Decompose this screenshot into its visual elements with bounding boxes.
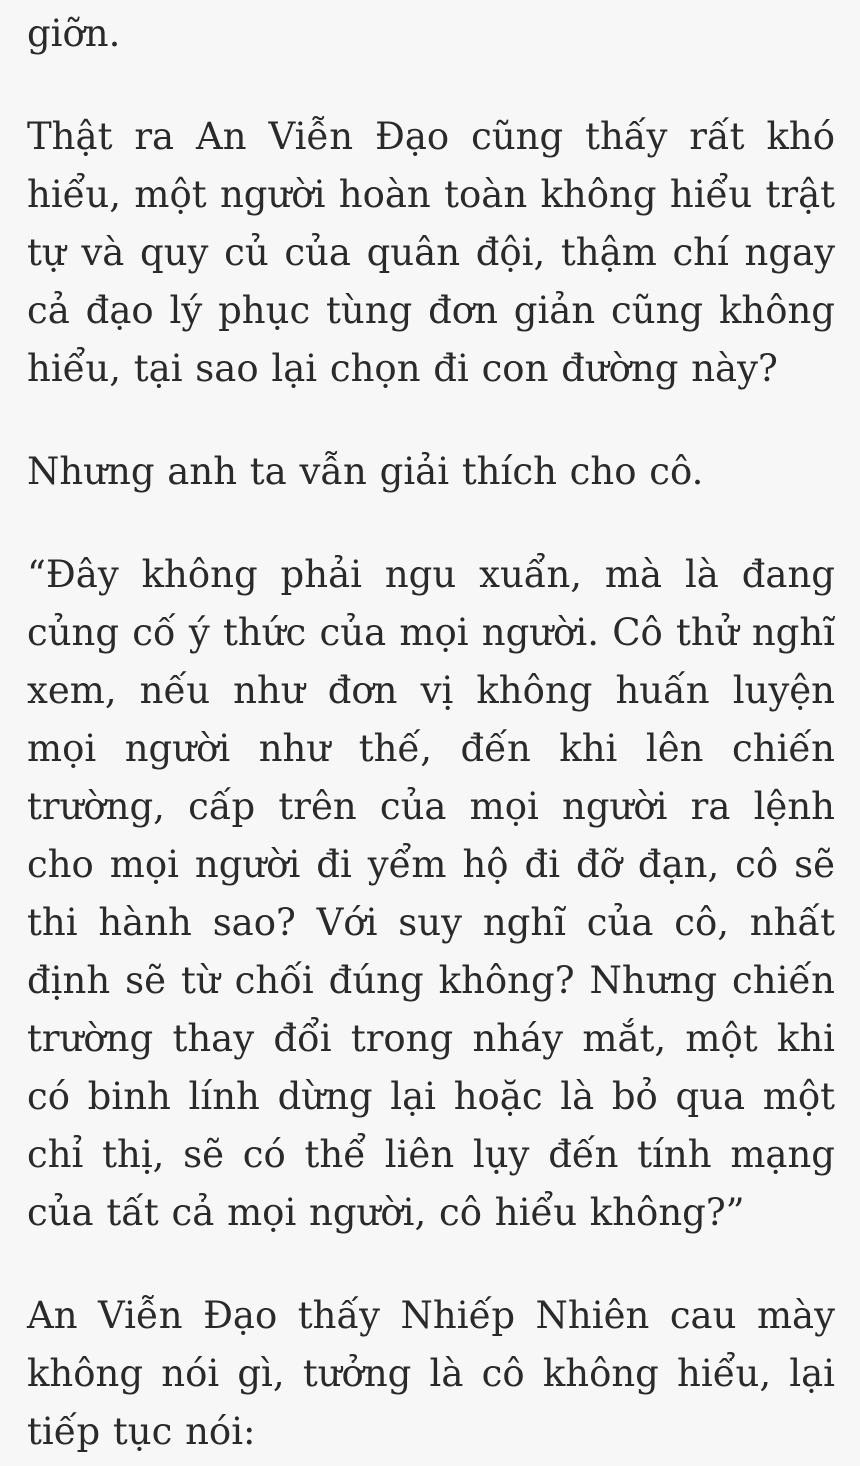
paragraph-narration-3: An Viễn Đạo thấy Nhiếp Nhiên cau mày không nói gì, tưởng là cô không hiểu, lại tiếp tục nói: — [27, 1294, 835, 1453]
paragraph-dialogue: “Đây không phải ngu xuẩn, mà là đang củng cố ý thức của mọi người. Cô thử nghĩ xem, nếu như đơn vị không huấn luyện mọi người như thế, đến khi lên chiến trường, cấp trên của mọi người ra lệnh cho mọi người đi yểm hộ đi đỡ đạn, cô sẽ thi hành sao? Với suy nghĩ của cô, nhất định sẽ từ chối đúng không? Nhưng chiến trường thay đổi trong nháy mắt, một khi có binh lính dừng lại hoặc là bỏ qua một chỉ thị, sẽ có thể liên lụy đến tính mạng của tất cả mọi người, cô hiểu không?” — [27, 553, 835, 1234]
paragraph-continuation: giỡn. — [27, 12, 121, 55]
paragraph-narration-2: Nhưng anh ta vẫn giải thích cho cô. — [27, 450, 704, 493]
reading-pane[interactable] — [27, 0, 835, 1461]
paragraph-narration-1: Thật ra An Viễn Đạo cũng thấy rất khó hiểu, một người hoàn toàn không hiểu trật tự và quy củ của quân đội, thậm chí ngay cả đạo lý phục tùng đơn giản cũng không hiểu, tại sao lại chọn đi con đường này? — [27, 115, 835, 390]
